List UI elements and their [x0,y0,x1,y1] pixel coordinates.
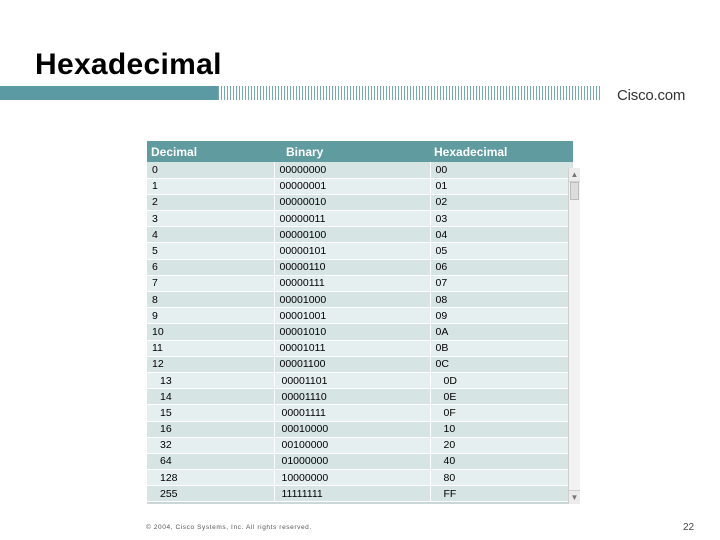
cell-binary: 00001100 [274,356,430,372]
cell-decimal: 2 [147,194,274,210]
page-number: 22 [683,522,695,533]
cell-hex: 01 [430,178,573,194]
cell-hex: 0A [430,324,573,340]
table-row [147,275,573,291]
cell-decimal: 8 [147,292,274,308]
cell-decimal: 11 [147,340,274,356]
table-row [147,453,573,469]
cell-hex: 02 [430,194,573,210]
table-scrollbar[interactable] [568,168,580,504]
cell-hex: 08 [430,292,573,308]
cell-hex: 07 [430,275,573,291]
header-binary: Binary [274,141,430,162]
cell-binary: 00001111 [274,405,430,421]
cell-binary: 00000100 [274,227,430,243]
table-row [147,372,573,388]
arrow-up-icon[interactable]: ▲ [569,168,580,182]
cell-hex: FF [430,486,573,502]
table-row [147,421,573,437]
cell-binary: 11111111 [274,486,430,502]
cell-hex: 40 [430,453,573,469]
cell-binary: 10000000 [274,470,430,486]
table-row [147,227,573,243]
table-row [147,324,573,340]
table-row [147,486,573,502]
title-bar-solid [0,86,218,100]
cell-decimal: 6 [147,259,274,275]
table-row [147,211,573,227]
cell-binary: 00001001 [274,308,430,324]
cell-hex: 00 [430,162,573,178]
cell-binary: 00000010 [274,194,430,210]
brand-logo-text: Cisco.com [617,87,686,104]
cell-hex: 0E [430,389,573,405]
table-row [147,292,573,308]
table-row [147,259,573,275]
cell-decimal: 64 [147,453,274,469]
cell-binary: 00001110 [274,389,430,405]
table-row [147,470,573,486]
cell-hex: 20 [430,437,573,453]
cell-hex: 0B [430,340,573,356]
cell-decimal: 9 [147,308,274,324]
cell-hex: 03 [430,211,573,227]
cell-binary: 00001010 [274,324,430,340]
cell-binary: 00100000 [274,437,430,453]
cell-binary: 00000011 [274,211,430,227]
page-title: Hexadecimal [35,48,222,81]
cell-binary: 00010000 [274,421,430,437]
cell-hex: 09 [430,308,573,324]
cell-decimal: 14 [147,389,274,405]
cell-hex: 80 [430,470,573,486]
cell-decimal: 16 [147,421,274,437]
header-hexadecimal: Hexadecimal [430,141,573,162]
cell-binary: 00001101 [274,372,430,388]
cell-decimal: 5 [147,243,274,259]
cell-binary: 00000000 [274,162,430,178]
cell-hex: 10 [430,421,573,437]
cell-decimal: 15 [147,405,274,421]
table-row [147,178,573,194]
cell-hex: 06 [430,259,573,275]
table-row [147,356,573,372]
title-bar-barcode-stripes [218,86,600,100]
cell-binary: 00000110 [274,259,430,275]
cell-decimal: 7 [147,275,274,291]
cell-decimal: 32 [147,437,274,453]
table-row [147,162,573,178]
scroll-thumb[interactable] [570,182,579,200]
cell-binary: 00001000 [274,292,430,308]
conversion-table-container [147,141,573,504]
cell-hex: 05 [430,243,573,259]
cell-decimal: 128 [147,470,274,486]
table-row [147,243,573,259]
cell-hex: 04 [430,227,573,243]
cell-decimal: 13 [147,372,274,388]
arrow-down-icon[interactable]: ▼ [569,490,580,504]
cell-decimal: 255 [147,486,274,502]
cell-decimal: 1 [147,178,274,194]
table-row [147,194,573,210]
cell-decimal: 12 [147,356,274,372]
table-row [147,308,573,324]
cell-hex: 0C [430,356,573,372]
table-row [147,437,573,453]
cell-hex: 0F [430,405,573,421]
cell-decimal: 4 [147,227,274,243]
cell-hex: 0D [430,372,573,388]
cell-binary: 00000111 [274,275,430,291]
table-row [147,389,573,405]
table-row [147,405,573,421]
header-decimal: Decimal [147,141,274,162]
cell-binary: 00000001 [274,178,430,194]
table-header-row [147,141,573,162]
cell-decimal: 3 [147,211,274,227]
cell-binary: 00000101 [274,243,430,259]
footer-copyright: © 2004, Cisco Systems, Inc. All rights reserved. [146,524,312,531]
cell-decimal: 0 [147,162,274,178]
cell-decimal: 10 [147,324,274,340]
conversion-table [147,141,574,502]
cell-binary: 01000000 [274,453,430,469]
title-underline-bar [0,86,720,100]
cell-binary: 00001011 [274,340,430,356]
table-row [147,340,573,356]
